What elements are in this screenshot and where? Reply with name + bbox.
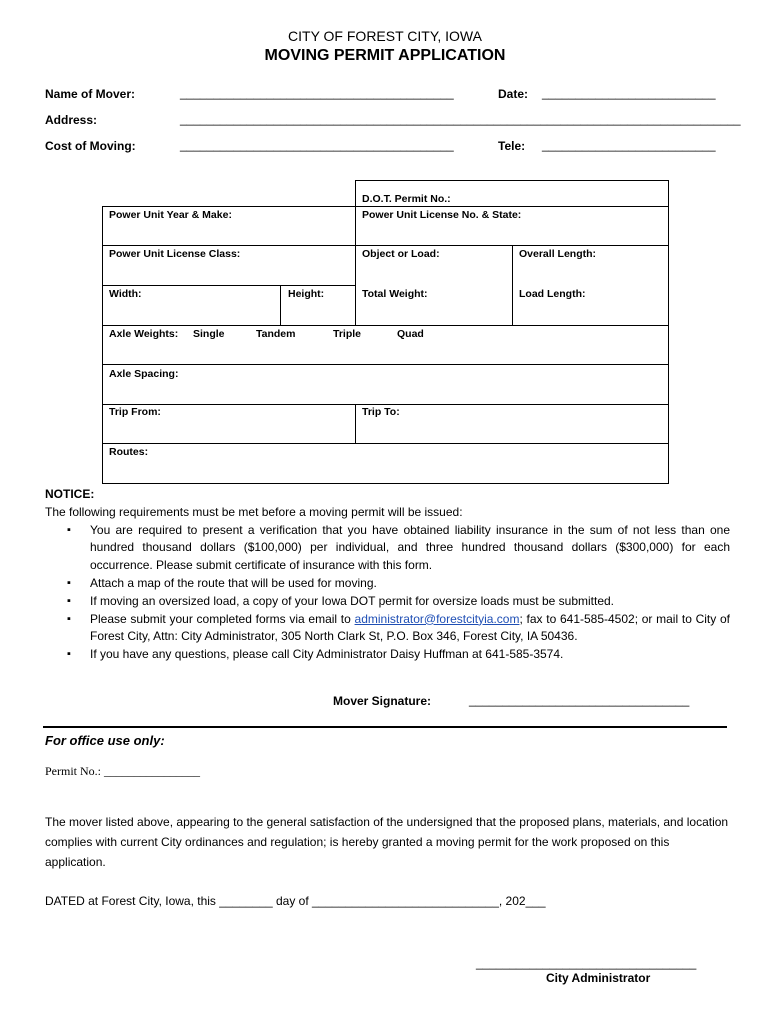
dot-permit-label: D.O.T. Permit No.: [362,193,451,205]
axle-weights-label: Axle Weights: [109,328,179,340]
trip-from-label: Trip From: [109,406,161,418]
address-label: Address: [45,113,98,127]
name-of-mover-field[interactable]: _________________________________________ [180,86,454,100]
address-field[interactable]: ____________________________________________________________________________________ [180,112,741,126]
routes-label: Routes: [109,446,149,458]
object-or-load-label: Object or Load: [362,248,440,260]
city-administrator-label: City Administrator [546,971,651,985]
date-field[interactable]: __________________________ [542,86,716,100]
axle-spacing-label: Axle Spacing: [109,368,179,380]
email-link[interactable]: administrator@forestcityia.com [354,611,520,626]
list-item: ▪ You are required to present a verification that you have obtained liability insurance in the sum of not less than one hundred thousand dollars ($100,000) per individual, and three hundred thousand dollars ($300,000) for each occurrence. Please submit certificate of insurance with this form. [90,522,730,575]
permit-number-field[interactable]: Permit No.: ________________ [45,764,200,778]
list-item: ▪ If you have any questions, please call City Administrator Daisy Huffman at 641-585-3574. [90,646,730,664]
overall-length-label: Overall Length: [519,248,597,260]
list-item: ▪ Attach a map of the route that will be used for moving. [90,575,730,593]
power-unit-year-label: Power Unit Year & Make: [109,209,232,221]
trip-to-label: Trip To: [362,406,400,418]
section-divider [43,726,727,728]
office-use-title: For office use only: [45,733,165,748]
form-title: MOVING PERMIT APPLICATION [264,47,506,64]
tele-field[interactable]: __________________________ [542,138,716,152]
mover-signature-field[interactable]: _________________________________ [469,693,690,707]
dated-line[interactable]: DATED at Forest City, Iowa, this ________ day of ____________________________, 202___ [45,894,546,908]
notice-intro: The following requirements must be met before a moving permit will be issued: [45,504,463,519]
tele-label: Tele: [498,139,526,153]
list-item: ▪ If moving an oversized load, a copy of your Iowa DOT permit for oversize loads must be submitted. [90,593,730,611]
axle-tandem-option[interactable]: Tandem [256,328,296,340]
admin-signature-field[interactable]: _________________________________ [476,956,697,970]
total-weight-label: Total Weight: [362,288,428,300]
notice-section [45,486,730,664]
date-label: Date: [498,87,529,101]
approval-paragraph: The mover listed above, appearing to the general satisfaction of the undersigned that the proposed plans, materials, and location complies with current City ordinances and regulation; is hereby granted a moving permit for the work proposed on this application. [45,815,729,869]
axle-triple-option[interactable]: Triple [333,328,362,340]
power-unit-license-label: Power Unit License No. & State: [362,209,522,221]
mover-signature-label: Mover Signature: [333,694,432,708]
axle-quad-option[interactable]: Quad [397,328,424,340]
name-of-mover-label: Name of Mover: [45,87,136,101]
axle-single-option[interactable]: Single [193,328,225,340]
load-length-label: Load Length: [519,288,586,300]
city-heading: CITY OF FOREST CITY, IOWA [288,28,482,44]
notice-title: NOTICE: [45,487,95,501]
width-label: Width: [109,288,142,300]
requirements-list [45,522,730,664]
item4-text-end: ; fax to 641-585-4502; or mail to City of Forest City, Attn: City Administrator, 305 North Clark St, P.O. Box 346, Forest City, IA 50436. [90,611,730,644]
height-label: Height: [288,288,325,300]
cost-of-moving-label: Cost of Moving: [45,139,136,153]
item4-text-start: Please submit your completed forms via email to [90,611,355,626]
list-item [90,611,730,647]
power-unit-class-label: Power Unit License Class: [109,248,241,260]
cost-of-moving-field[interactable]: _________________________________________ [180,138,454,152]
